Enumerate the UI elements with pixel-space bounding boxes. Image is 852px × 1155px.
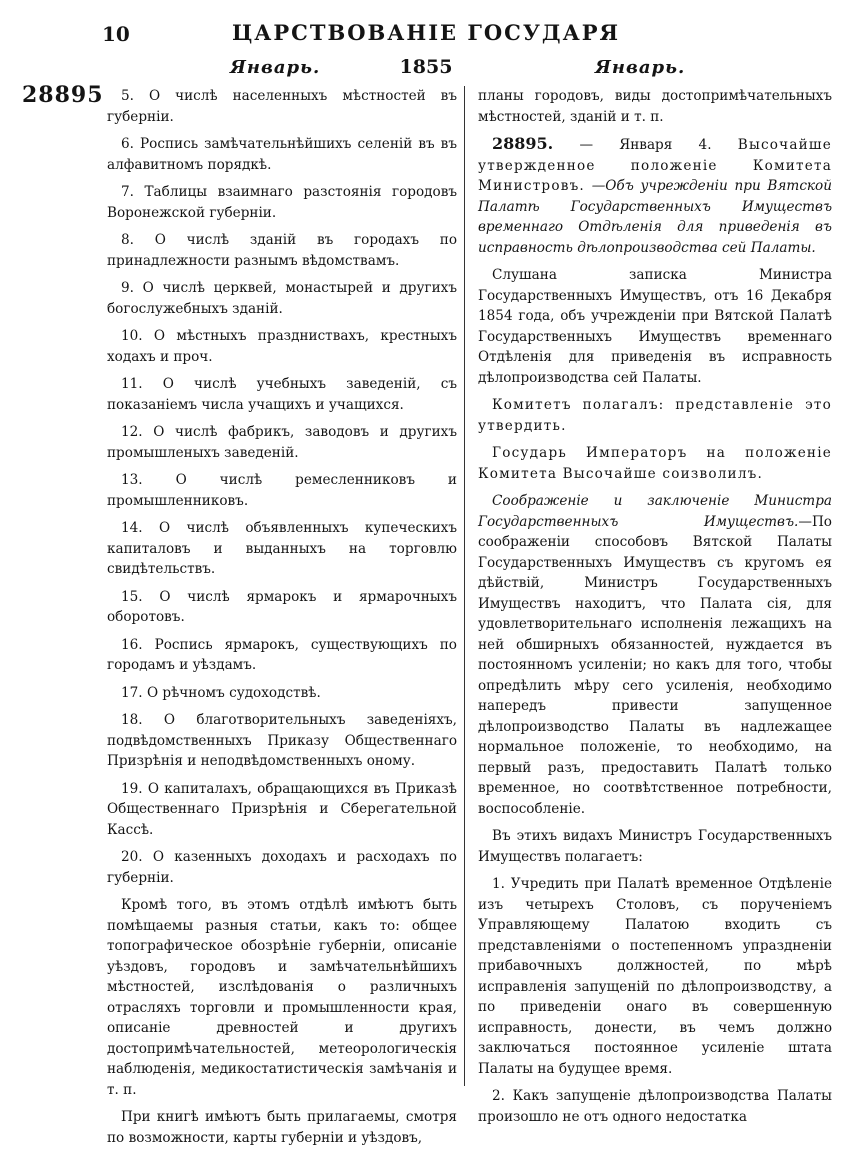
year: 1855 — [399, 56, 453, 78]
margin-act-number: 28895 — [22, 82, 104, 108]
paragraph: Комитетъ полагалъ: представленіе это утвердить. — [478, 397, 832, 434]
list-item: 16. Роспись ярмарокъ, существующихъ по городамъ и уѣздамъ. — [107, 636, 457, 673]
opinion-text: —По соображеніи способовъ Вятской Палаты Государственныхъ Имуществъ съ кругомъ ея дѣйствій, Министръ Государственныхъ Имуществъ находитъ, что Палата сія, для удовлетворительнаго исполненія лежащихъ на ней обширныхъ обязанностей, нуждается въ постоянномъ усиленіи; но какъ для того, чтобы опредѣлить мѣру сего усиленія, необходимо напередъ привести запущенное дѣлопроизводство Палаты въ надлежащее нормальное положеніе, то необходимо, на первый разъ, предоставить Палатѣ только временное, но соотвѣтственное потребности, воспособленіе. — [478, 513, 832, 817]
act-subject: —Объ учрежденіи при Вятской Палатѣ Государственныхъ Имуществъ временнаго Отдѣленія для приведенія въ исправность дѣлопроизводства сей Палаты. — [478, 178, 832, 256]
act-date: — Января 4. — [579, 137, 712, 153]
paragraph: Кромѣ того, въ этомъ отдѣлѣ имѣютъ быть помѣщаемы разныя статьи, какъ то: общее топографическое обозрѣніе губерніи, описаніе уѣздовъ, городовъ и замѣчательнѣйшихъ мѣстностей, изслѣдованія о различныхъ отрасляхъ торговли и промышленности края, описаніе древностей и другихъ достопримѣчательностей, метеорологическія наблюденія, медикостатистическія замѣчанія и т. п. — [107, 897, 457, 1098]
list-item: 17. О рѣчномъ судоходствѣ. — [121, 684, 321, 701]
list-item: 20. О казенныхъ доходахъ и расходахъ по губерніи. — [107, 849, 457, 886]
right-column — [478, 86, 832, 1134]
list-item: 5. О числѣ населенныхъ мѣстностей въ губерніи. — [107, 88, 457, 125]
opinion-heading: Соображеніе и заключеніе Министра Государственныхъ Имуществъ. — [478, 493, 832, 530]
paragraph: 2. Какъ запущеніе дѣлопроизводства Палаты произошло не отъ одного недостатка — [478, 1088, 832, 1125]
list-item: 6. Роспись замѣчательнѣйшихъ селеній въ въ алфавитномъ порядкѣ. — [107, 136, 457, 173]
list-item: 18. О благотворительныхъ заведеніяхъ, подвѣдомственныхъ Приказу Общественнаго Призрѣнія и неподвѣдомственныхъ оному. — [107, 712, 457, 769]
list-item: 8. О числѣ зданій въ городахъ по принадлежности разнымъ вѣдомствамъ. — [107, 232, 457, 269]
list-item: 10. О мѣстныхъ праздниствахъ, крестныхъ ходахъ и проч. — [107, 328, 457, 365]
paragraph: При книгѣ имѣютъ быть прилагаемы, смотря по возможности, карты губерніи и уѣздовъ, — [107, 1109, 457, 1146]
list-item: 15. О числѣ ярмарокъ и ярмарочныхъ оборотовъ. — [107, 588, 457, 625]
paragraph: Слушана записка Министра Государственныхъ Имуществъ, отъ 16 Декабря 1854 года, объ учрежденіи при Вятской Палатѣ Государственныхъ Имуществъ временнаго Отдѣленія для приведенія въ исправность дѣлопроизводства сей Палаты. — [478, 267, 832, 386]
list-item: 9. О числѣ церквей, монастырей и другихъ богослужебныхъ зданій. — [107, 280, 457, 317]
list-item: 14. О числѣ объявленныхъ купеческихъ капиталовъ и выданныхъ на торговлю свидѣтельствъ. — [107, 520, 457, 577]
list-item: 11. О числѣ учебныхъ заведеній, съ показаніемъ числа учащихъ и учащихся. — [107, 376, 457, 413]
paragraph: 1. Учредить при Палатѣ временное Отдѣленіе изъ четырехъ Столовъ, съ порученіемъ Управляющему Палатою входить съ представленіями о постепенномъ упраздненіи прибавочныхъ должностей, по мѣрѣ исправленія запущеній по дѣлопроизводству, а по приведеніи онаго въ совершенную исправность, донести, въ чемъ должно заключаться постоянное усиленіе штата Палаты на будущее время. — [478, 876, 832, 1077]
list-item: 13. О числѣ ремесленниковъ и промышленниковъ. — [107, 472, 457, 509]
paragraph: Государь Императоръ на положеніе Комитета Высочайше соизволилъ. — [478, 445, 832, 482]
month-right: Январь. — [595, 57, 686, 78]
list-item: 7. Таблицы взаимнаго разстоянія городовъ Воронежской губерніи. — [107, 184, 457, 221]
left-column — [107, 86, 457, 1155]
month-left: Январь. — [230, 57, 321, 78]
act-type: Высочайше утвержденное положеніе Комитета Министровъ. — [478, 137, 832, 194]
running-title: ЦАРСТВОВАНІЕ ГОСУДАРЯ — [231, 20, 621, 45]
continuation-text: планы городовъ, виды достопримѣчательныхъ мѣстностей, зданій и т. п. — [478, 88, 832, 125]
act-number: 28895. — [492, 134, 554, 153]
list-item: 19. О капиталахъ, обращающихся въ Приказѣ Общественнаго Призрѣнія и Сберегательной Кассѣ. — [107, 780, 457, 838]
act-heading — [478, 134, 832, 258]
list-item: 12. О числѣ фабрикъ, заводовъ и другихъ промышленыхъ заведеній. — [107, 424, 457, 461]
paragraph: Въ этихъ видахъ Министръ Государственныхъ Имуществъ полагаетъ: — [478, 828, 832, 865]
paragraph — [478, 491, 832, 819]
column-rule — [464, 86, 465, 1086]
page-number: 10 — [102, 22, 130, 46]
